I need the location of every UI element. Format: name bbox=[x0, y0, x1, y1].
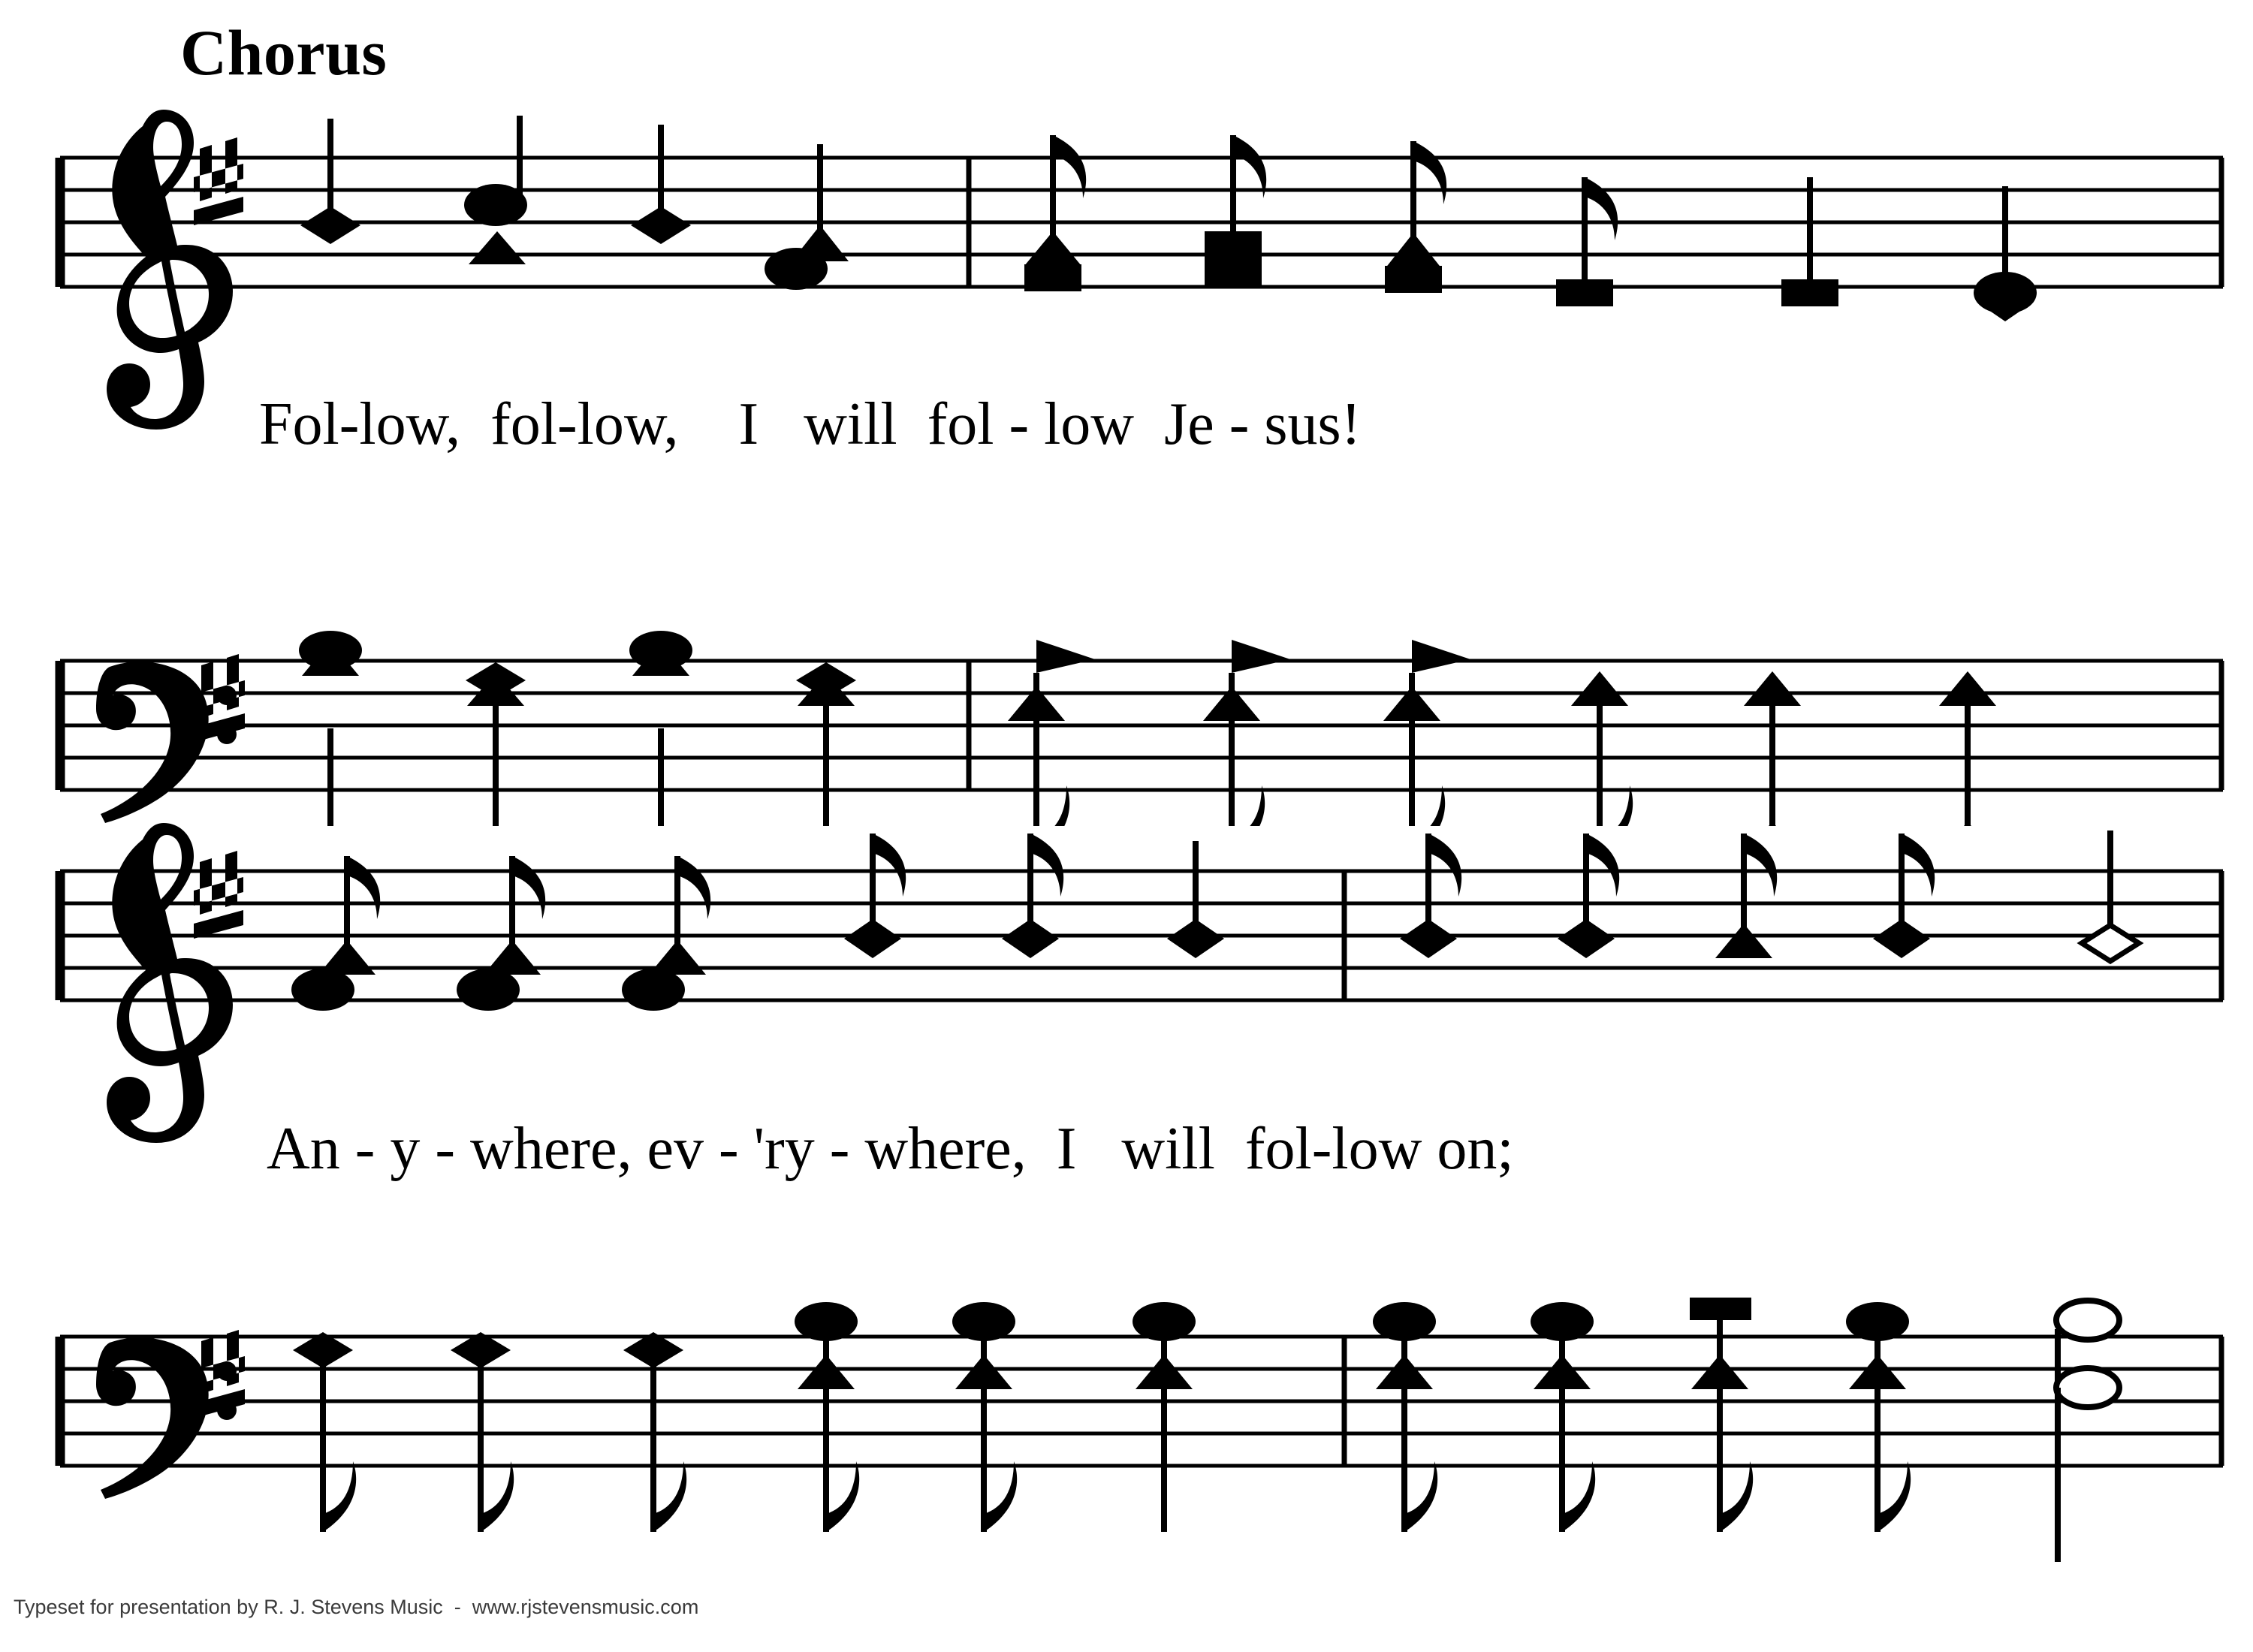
note-group bbox=[1873, 834, 1935, 958]
note-group bbox=[1167, 841, 1224, 958]
note-group bbox=[796, 662, 856, 826]
note-group bbox=[1558, 834, 1619, 958]
note-group bbox=[299, 631, 362, 826]
note-group bbox=[629, 631, 692, 826]
bass-staff-2 bbox=[60, 1298, 2223, 1562]
note-group bbox=[1400, 834, 1461, 958]
note-group bbox=[1781, 177, 1838, 306]
note-group bbox=[844, 834, 906, 958]
note-group bbox=[1556, 177, 1618, 306]
note-group bbox=[2056, 1301, 2119, 1562]
note-group bbox=[1385, 141, 1446, 293]
note-group bbox=[1008, 640, 1095, 826]
key-signature-sharp bbox=[194, 137, 243, 225]
system-1-notation bbox=[0, 105, 2253, 826]
page-title: Chorus bbox=[180, 17, 388, 89]
note-group bbox=[622, 856, 710, 1011]
lyric-line-2: An - y - where, ev - 'ry - where, I will fol-low on; bbox=[267, 1116, 1514, 1182]
typeset-credit: Typeset for presentation by R. J. Stevens Music - www.rjstevensmusic.com bbox=[14, 1596, 699, 1618]
note-group bbox=[1002, 834, 1063, 958]
bass-clef bbox=[96, 662, 237, 823]
note-group bbox=[457, 856, 545, 1011]
note-group bbox=[765, 144, 849, 290]
note-group bbox=[2082, 831, 2139, 961]
system-2-notation bbox=[0, 811, 2253, 1562]
bass-clef bbox=[96, 1337, 237, 1499]
key-signature-sharp bbox=[194, 851, 243, 939]
note-group bbox=[1715, 834, 1777, 958]
note-group bbox=[291, 856, 380, 1011]
lyric-line-1: Fol-low, fol-low, I will fol - low Je - sus! bbox=[259, 391, 1362, 457]
note-group bbox=[300, 119, 360, 252]
note-group bbox=[631, 125, 691, 244]
note-group bbox=[1690, 1298, 1753, 1532]
note-group bbox=[1383, 640, 1470, 826]
note-group bbox=[1203, 640, 1290, 826]
bass-staff-1 bbox=[60, 631, 2223, 826]
note-group bbox=[466, 662, 526, 826]
treble-staff-1 bbox=[60, 110, 2223, 430]
treble-staff-2 bbox=[60, 823, 2223, 1143]
